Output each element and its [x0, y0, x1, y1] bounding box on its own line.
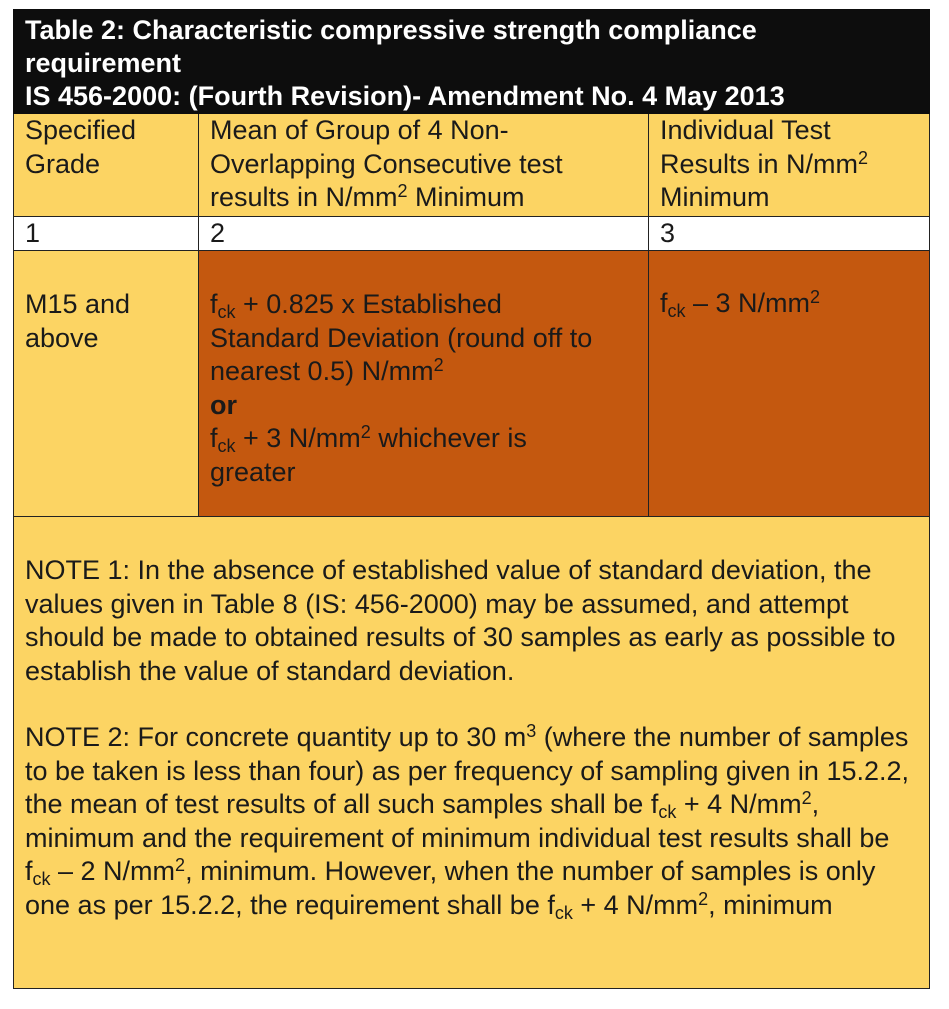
header-text: Grade — [25, 148, 101, 179]
table-title-row — [14, 10, 930, 114]
column-header-grade — [14, 114, 199, 217]
column-header-mean — [199, 114, 649, 217]
header-text: Mean of Group of 4 Non- — [210, 115, 509, 145]
mean-line: Standard Deviation (round off to — [210, 322, 593, 353]
header-text: Minimum — [660, 182, 770, 212]
notes-cell — [14, 517, 930, 989]
title-line-1: Table 2: Characteristic compressive strength compliance — [25, 15, 757, 45]
grade-cell — [14, 251, 199, 517]
header-text: Results in $N/mm^2$ — [660, 147, 869, 179]
requirement-row — [14, 251, 930, 517]
notes-row — [14, 517, 930, 989]
column-header-row — [14, 114, 930, 217]
column-header-individual — [649, 114, 930, 217]
or-text: or — [210, 389, 237, 420]
column-number-row — [14, 217, 930, 251]
header-text: Individual Test — [660, 115, 831, 145]
title-line-3: IS 456-2000: (Fourth Revision)- Amendment No. 4 May 2013 — [25, 81, 785, 111]
column-number: 1 — [14, 217, 199, 251]
grade-text: above — [25, 322, 99, 353]
column-number: 3 — [649, 217, 930, 251]
mean-line: greater — [210, 456, 296, 487]
title-line-2: requirement — [25, 48, 182, 78]
mean-requirement-cell — [199, 251, 649, 517]
individual-requirement-cell — [649, 251, 930, 517]
note-1: NOTE 1: In the absence of established value of standard deviation, the values given in Table 8 (IS: 456-2000) may be assumed, and attempt should be made to obtained results of 30 samples as early as possible to establish the value of standard deviation. — [25, 555, 896, 686]
compliance-table — [13, 9, 930, 989]
individual-text: $f_{ck} - 3$ $N/mm^2$ — [660, 287, 821, 321]
mean-line: $f_{ck} + 0.825$ x Established — [210, 289, 502, 322]
header-text: results in $N/mm^2$ Minimum — [210, 181, 525, 212]
compliance-table-container — [13, 9, 929, 989]
header-text: Overlapping Consecutive test — [210, 148, 563, 179]
column-number: 2 — [199, 217, 649, 251]
mean-line: nearest 0.5) $N/mm^2$ — [210, 355, 444, 386]
note-2: NOTE 2: For concrete quantity up to 30 $m^3$ (where the number of samples to be taken is less than four) as per frequency of sampling given in 15.2.2, the mean of test results of all such samples shall be $f_{ck} + 4$ $N/mm^2$, minimum and the requirement of minimum individual test results shall be $f_{ck} - 2$ $N/mm^2$, minimum. However, when the number of samples is only one as per 15.2.2, the requirement shall be $f_{ck} + 4$ $N/mm^2$, minimum — [25, 721, 910, 923]
header-text: Specified — [25, 115, 137, 145]
table-title — [14, 10, 930, 114]
mean-line: $f_{ck} + 3$ $N/mm^2$ whichever is — [210, 422, 527, 456]
grade-text: M15 and — [25, 289, 131, 319]
